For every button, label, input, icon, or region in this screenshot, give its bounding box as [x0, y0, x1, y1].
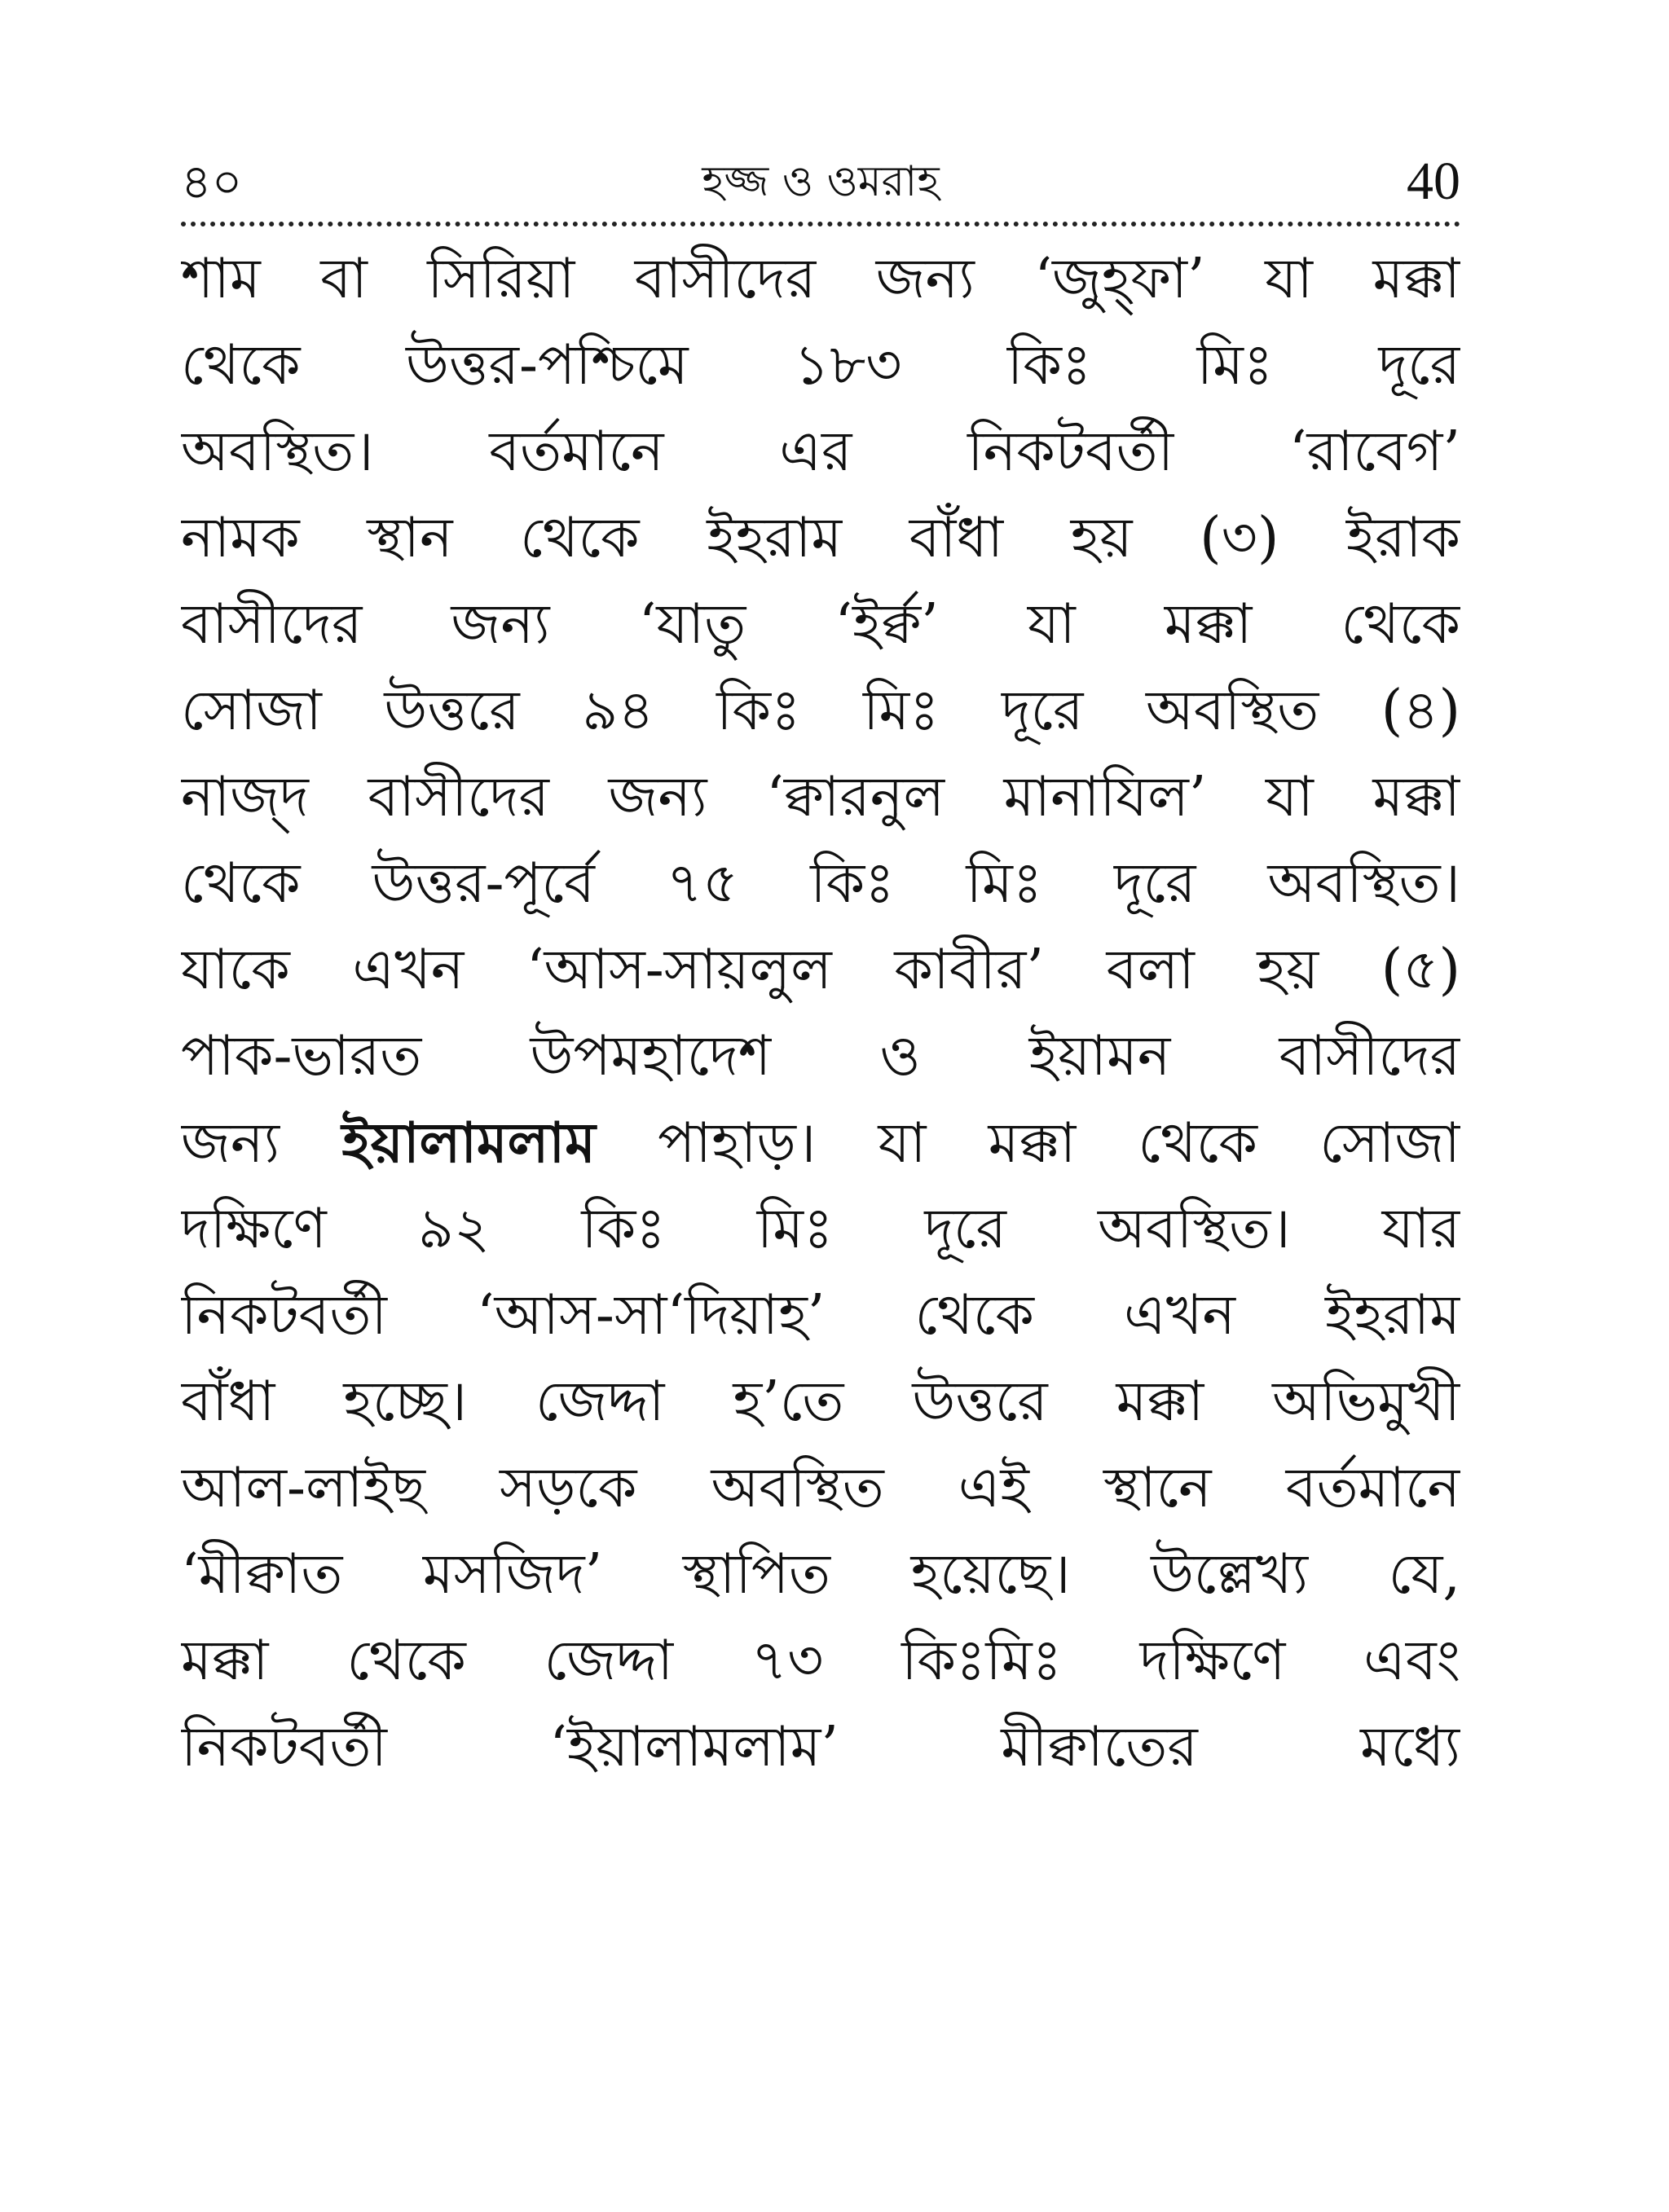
text-line-7: নাজ্দ বাসীদের জন্য ‘ক্বারনুল মানাযিল’ যা মক্কা — [181, 765, 1460, 829]
text-line-12: দক্ষিণে ৯২ কিঃ মিঃ দূরে অবস্থিত। যার — [181, 1197, 1460, 1261]
text-line-2: থেকে উত্তর-পশ্চিমে ১৮৩ কিঃ মিঃ দূরে — [181, 333, 1460, 398]
text-line-1: শাম বা সিরিয়া বাসীদের জন্য ‘জুহ্ফা’ যা মক্কা — [181, 247, 1460, 311]
text-line-13: নিকটবর্তী ‘আস-সা‘দিয়াহ’ থেকে এখন ইহরাম — [181, 1283, 1460, 1348]
text-line-9: যাকে এখন ‘আস-সায়লুল কাবীর’ বলা হয় (৫) — [181, 938, 1460, 1002]
text-line-11 — [181, 1100, 1460, 1186]
text-line-8: থেকে উত্তর-পূর্বে ৭৫ কিঃ মিঃ দূরে অবস্থিত। — [181, 851, 1460, 916]
page-number-bengali: ৪০ — [181, 154, 243, 209]
book-page — [181, 147, 1460, 1791]
running-title: হজ্জ ও ওমরাহ — [702, 157, 940, 206]
body-text — [181, 236, 1460, 1791]
page-header — [181, 147, 1460, 217]
text-line-4: নামক স্থান থেকে ইহরাম বাঁধা হয় (৩) ইরাক — [181, 506, 1460, 570]
text-line-15: আল-লাইছ সড়কে অবস্থিত এই স্থানে বর্তমানে — [181, 1456, 1460, 1520]
text-line-11-bold-place-name: ইয়ালামলাম — [341, 1110, 596, 1176]
text-line-14: বাঁধা হচ্ছে। জেদ্দা হ’তে উত্তরে মক্কা অভিমুখী — [181, 1370, 1460, 1434]
text-line-6: সোজা উত্তরে ৯৪ কিঃ মিঃ দূরে অবস্থিত (৪) — [181, 679, 1460, 743]
text-line-11-after: পাহাড়। যা মক্কা থেকে সোজা — [595, 1111, 1460, 1176]
text-line-18: নিকটবর্তী ‘ইয়ালামলাম’ মীক্বাতের মধ্যে — [181, 1715, 1460, 1779]
text-line-10: পাক-ভারত উপমহাদেশ ও ইয়ামন বাসীদের — [181, 1024, 1460, 1088]
page-number-english: 40 — [1407, 152, 1460, 211]
text-line-5: বাসীদের জন্য ‘যাতু ‘ইর্ক্ব’ যা মক্কা থেকে — [181, 592, 1460, 657]
text-line-3: অবস্থিত। বর্তমানে এর নিকটবর্তী ‘রাবেগ’ — [181, 420, 1460, 484]
text-line-11-before: জন্য — [181, 1111, 342, 1176]
text-line-17: মক্কা থেকে জেদ্দা ৭৩ কিঃমিঃ দক্ষিণে এবং — [181, 1629, 1460, 1693]
header-dotted-rule — [181, 222, 1460, 226]
text-line-16: ‘মীক্বাত মসজিদ’ স্থাপিত হয়েছে। উল্লেখ্য যে, — [181, 1542, 1460, 1607]
